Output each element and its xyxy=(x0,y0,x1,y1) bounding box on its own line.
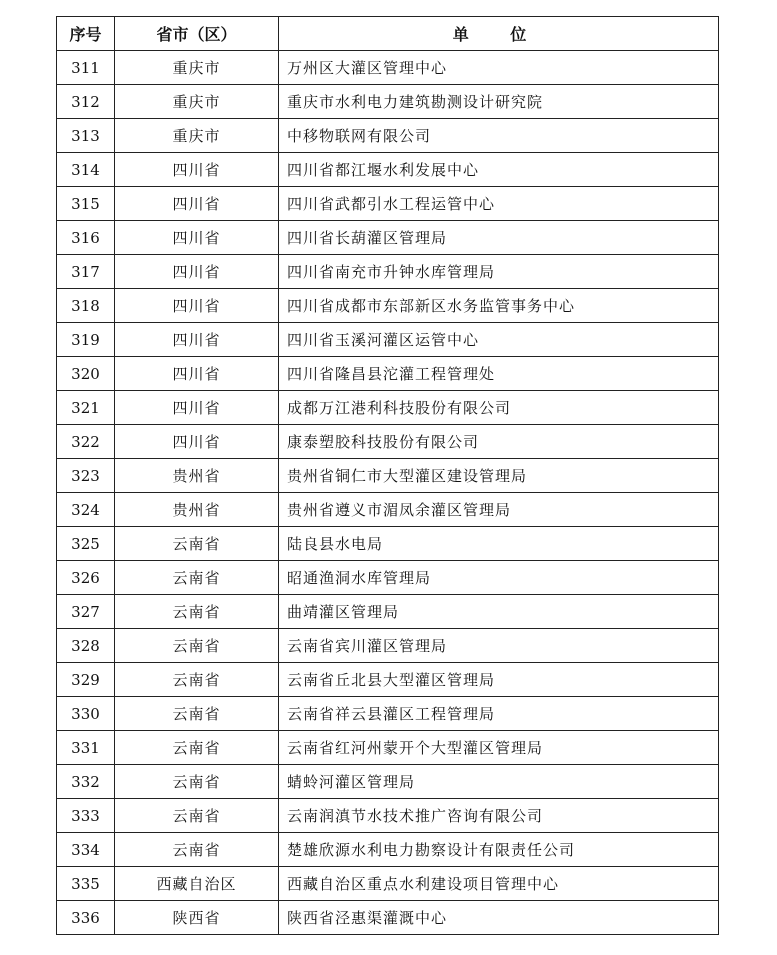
serial-number-cell: 329 xyxy=(57,663,115,697)
table-row xyxy=(57,799,719,833)
unit-name-cell: 中移物联网有限公司 xyxy=(279,119,719,153)
province-cell: 重庆市 xyxy=(115,85,279,119)
serial-number-cell: 332 xyxy=(57,765,115,799)
table-row xyxy=(57,663,719,697)
header-serial-number: 序号 xyxy=(57,17,115,51)
unit-list-table xyxy=(56,16,719,935)
serial-number-cell: 311 xyxy=(57,51,115,85)
serial-number-cell: 325 xyxy=(57,527,115,561)
unit-name-cell: 西藏自治区重点水利建设项目管理中心 xyxy=(279,867,719,901)
serial-number-cell: 320 xyxy=(57,357,115,391)
unit-name-cell: 陕西省泾惠渠灌溉中心 xyxy=(279,901,719,935)
unit-name-cell: 四川省隆昌县沱灌工程管理处 xyxy=(279,357,719,391)
serial-number-cell: 319 xyxy=(57,323,115,357)
province-cell: 云南省 xyxy=(115,527,279,561)
table-row xyxy=(57,493,719,527)
unit-name-cell: 楚雄欣源水利电力勘察设计有限责任公司 xyxy=(279,833,719,867)
unit-name-cell: 四川省成都市东部新区水务监管事务中心 xyxy=(279,289,719,323)
table-row xyxy=(57,425,719,459)
serial-number-cell: 333 xyxy=(57,799,115,833)
table-row xyxy=(57,51,719,85)
unit-name-cell: 四川省玉溪河灌区运管中心 xyxy=(279,323,719,357)
province-cell: 西藏自治区 xyxy=(115,867,279,901)
table-header-row xyxy=(57,17,719,51)
serial-number-cell: 336 xyxy=(57,901,115,935)
table-row xyxy=(57,765,719,799)
province-cell: 重庆市 xyxy=(115,51,279,85)
unit-name-cell: 四川省都江堰水利发展中心 xyxy=(279,153,719,187)
province-cell: 四川省 xyxy=(115,425,279,459)
serial-number-cell: 331 xyxy=(57,731,115,765)
serial-number-cell: 316 xyxy=(57,221,115,255)
unit-name-cell: 曲靖灌区管理局 xyxy=(279,595,719,629)
province-cell: 四川省 xyxy=(115,289,279,323)
unit-name-cell: 四川省武都引水工程运管中心 xyxy=(279,187,719,221)
unit-name-cell: 云南省丘北县大型灌区管理局 xyxy=(279,663,719,697)
province-cell: 云南省 xyxy=(115,697,279,731)
header-unit: 单 位 xyxy=(279,17,719,51)
province-cell: 云南省 xyxy=(115,629,279,663)
province-cell: 贵州省 xyxy=(115,459,279,493)
serial-number-cell: 335 xyxy=(57,867,115,901)
table-row xyxy=(57,731,719,765)
header-province: 省市（区） xyxy=(115,17,279,51)
province-cell: 贵州省 xyxy=(115,493,279,527)
serial-number-cell: 315 xyxy=(57,187,115,221)
unit-name-cell: 昭通渔洞水库管理局 xyxy=(279,561,719,595)
province-cell: 四川省 xyxy=(115,221,279,255)
table-row xyxy=(57,901,719,935)
serial-number-cell: 328 xyxy=(57,629,115,663)
table-body xyxy=(57,51,719,935)
province-cell: 云南省 xyxy=(115,799,279,833)
unit-name-cell: 万州区大灌区管理中心 xyxy=(279,51,719,85)
table-row xyxy=(57,391,719,425)
province-cell: 云南省 xyxy=(115,765,279,799)
table-row xyxy=(57,697,719,731)
table-row xyxy=(57,187,719,221)
table-row xyxy=(57,527,719,561)
unit-name-cell: 云南省祥云县灌区工程管理局 xyxy=(279,697,719,731)
province-cell: 陕西省 xyxy=(115,901,279,935)
unit-name-cell: 贵州省遵义市湄凤余灌区管理局 xyxy=(279,493,719,527)
serial-number-cell: 317 xyxy=(57,255,115,289)
unit-name-cell: 云南省红河州蒙开个大型灌区管理局 xyxy=(279,731,719,765)
province-cell: 云南省 xyxy=(115,561,279,595)
unit-name-cell: 云南润滇节水技术推广咨询有限公司 xyxy=(279,799,719,833)
serial-number-cell: 313 xyxy=(57,119,115,153)
serial-number-cell: 334 xyxy=(57,833,115,867)
serial-number-cell: 318 xyxy=(57,289,115,323)
table-row xyxy=(57,357,719,391)
serial-number-cell: 312 xyxy=(57,85,115,119)
unit-name-cell: 贵州省铜仁市大型灌区建设管理局 xyxy=(279,459,719,493)
province-cell: 四川省 xyxy=(115,357,279,391)
table-row xyxy=(57,561,719,595)
table-row xyxy=(57,323,719,357)
table-row xyxy=(57,459,719,493)
province-cell: 四川省 xyxy=(115,255,279,289)
province-cell: 云南省 xyxy=(115,731,279,765)
unit-name-cell: 康泰塑胶科技股份有限公司 xyxy=(279,425,719,459)
table-row xyxy=(57,255,719,289)
serial-number-cell: 330 xyxy=(57,697,115,731)
table-row xyxy=(57,85,719,119)
unit-name-cell: 重庆市水利电力建筑勘测设计研究院 xyxy=(279,85,719,119)
province-cell: 重庆市 xyxy=(115,119,279,153)
unit-name-cell: 四川省长葫灌区管理局 xyxy=(279,221,719,255)
province-cell: 四川省 xyxy=(115,153,279,187)
serial-number-cell: 323 xyxy=(57,459,115,493)
table-row xyxy=(57,867,719,901)
province-cell: 云南省 xyxy=(115,595,279,629)
table-row xyxy=(57,119,719,153)
table-row xyxy=(57,595,719,629)
unit-name-cell: 云南省宾川灌区管理局 xyxy=(279,629,719,663)
province-cell: 云南省 xyxy=(115,833,279,867)
table-row xyxy=(57,153,719,187)
serial-number-cell: 324 xyxy=(57,493,115,527)
table-row xyxy=(57,833,719,867)
serial-number-cell: 326 xyxy=(57,561,115,595)
table-row xyxy=(57,629,719,663)
table-row xyxy=(57,221,719,255)
unit-name-cell: 陆良县水电局 xyxy=(279,527,719,561)
unit-name-cell: 蜻蛉河灌区管理局 xyxy=(279,765,719,799)
unit-name-cell: 四川省南充市升钟水库管理局 xyxy=(279,255,719,289)
unit-name-cell: 成都万江港利科技股份有限公司 xyxy=(279,391,719,425)
serial-number-cell: 322 xyxy=(57,425,115,459)
serial-number-cell: 314 xyxy=(57,153,115,187)
province-cell: 云南省 xyxy=(115,663,279,697)
table-row xyxy=(57,289,719,323)
province-cell: 四川省 xyxy=(115,187,279,221)
serial-number-cell: 327 xyxy=(57,595,115,629)
province-cell: 四川省 xyxy=(115,391,279,425)
serial-number-cell: 321 xyxy=(57,391,115,425)
province-cell: 四川省 xyxy=(115,323,279,357)
